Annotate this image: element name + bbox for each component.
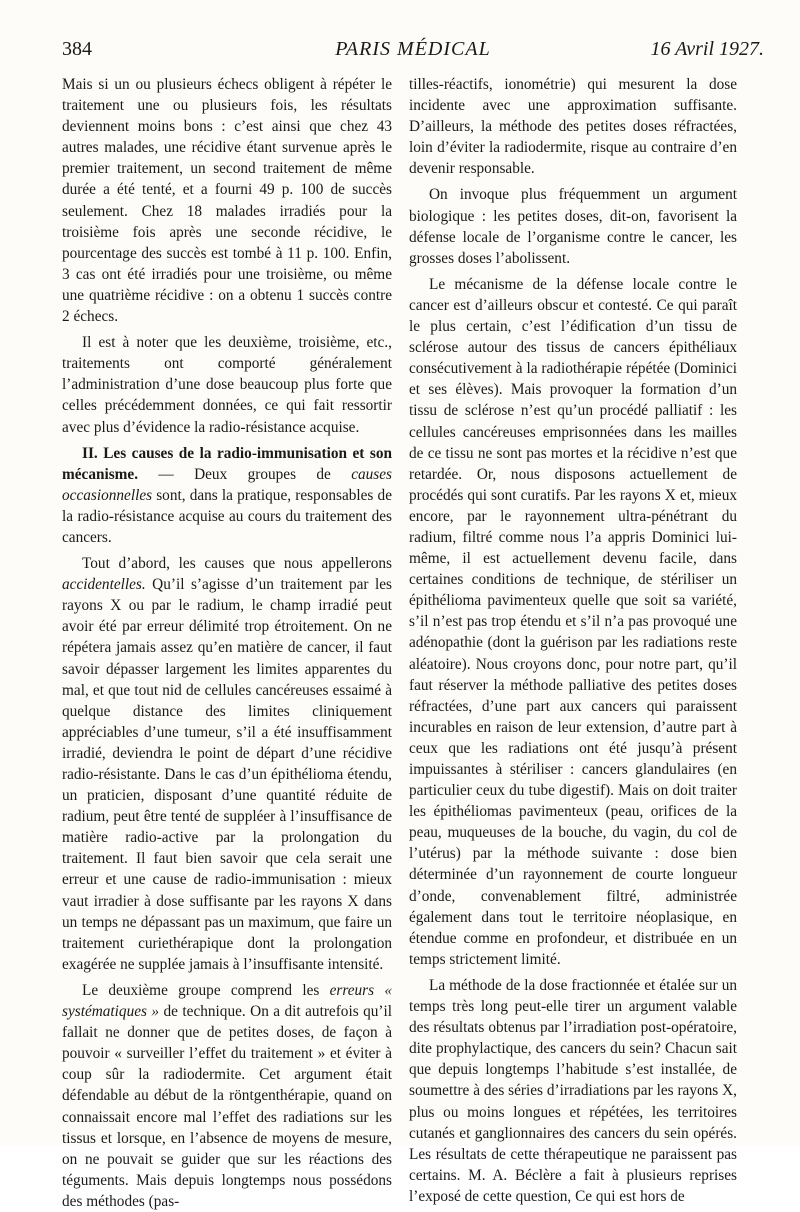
page-header [62, 38, 764, 64]
paragraph: On invoque plus fréquemment un argument biologique : les petites doses, dit-on, favorisent la défense locale de l’organisme contre le cancer, les grosses doses l’abolissent. [409, 186, 737, 267]
text-run: de technique. On a dit autrefois qu’il fallait ne donner que de petites doses, de façon à pouvoir « surveiller l’effet du traitement » et éviter à coup sûr la radiodermite. Cet argument était défendable au début de la röntgenthérapie, quand on connaissait encore mal l’effet des radiations sur les tissus et lorsque, en l’absence de moyens de mesure, on ne pouvait se guider que sur les réactions des téguments. Mais depuis longtemps nous possédons des méthodes (pas- [62, 1003, 392, 1210]
text-run: Qu’il s’agisse d’un traitement par les rayons X ou par le radium, le champ irradié peut avoir été par erreur délimité trop étroitement. On ne répétera jamais assez qu’en matière de cancer, il faut savoir dépasser largement les limites apparentes du mal, et que tout nid de cellules cancéreuses essaimé à quelque distance des limites cliniquement appréciables d’une tumeur, s’il a été insuffisamment irradié, deviendra le point de départ d’une récidive radio-résistante. Dans le cas d’un épithélioma étendu, un praticien, disposant d’une quantité réduite de radium, peut être tenté de suppléer à l’insuffisance de matière radio-active par la prolongation du traitement. Il faut bien savoir que cela serait une erreur et une cause de radio-immunisation : mieux vaut irradier à dose suffisante par les rayons X dans un temps ne dépassant pas un maximum, que faire un traitement curiethérapique dont la prolongation exagérée ne supplée jamais à l’insuffisante intensité. [62, 576, 392, 973]
text-run: — Deux groupes de [138, 465, 352, 483]
paragraph: tilles-réactifs, ionométrie) qui mesurent la dose incidente avec une approximation suffisante. D’ailleurs, la méthode des petites doses réfractées, loin d’éviter la radiodermite, risque au contraire d’en devenir responsable. [409, 76, 737, 178]
paragraph: Il est à noter que les deuxième, troisième, etc., traitements ont comporté généralement l’administration d’une dose beaucoup plus forte que celles précédemment données, ce qui fait ressortir avec plus d’évidence la radio-résistance acquise. [62, 334, 392, 436]
emphasis-text: accidentelles. [62, 576, 146, 594]
right-column [409, 74, 737, 1207]
section-heading: II. Les causes de la radio-immunisation et son mécanisme. [62, 444, 392, 483]
journal-title: PARIS MÉDICAL [335, 38, 491, 60]
text-run: Tout d’abord, les causes que nous appellerons [82, 555, 392, 573]
paragraph [62, 553, 392, 975]
paragraph: La méthode de la dose fractionnée et étalée sur un temps très long peut-elle tirer un argument valable des résultats obtenus par l’irradiation post-opératoire, dite prophylactique, des cancers du sein? Chacun sait que depuis longtemps l’habitude s’est installée, de soumettre à des séries d’irradiations par les rayons X, plus ou moins longues et répétées, les territoires cutanés et ganglionnaires des cancers du sein opérés. Les résultats de cette thérapeutique ne paraissent pas certains. M. A. Béclère a fait à plusieurs reprises l’exposé de cette question, Ce qui est hors de [409, 976, 737, 1205]
page-number: 384 [62, 38, 92, 60]
text-run: sont, dans la pratique, responsables de la radio-résistance acquise au cours du traitement des cancers. [62, 486, 392, 546]
emphasis-text: causes occasionnelles [62, 465, 392, 504]
emphasis-text: erreurs « systématiques » [62, 981, 392, 1021]
paragraph [62, 980, 392, 1212]
issue-date: 16 Avril 1927. [650, 38, 764, 60]
text-run: Le deuxième groupe comprend les [82, 981, 330, 999]
left-column [62, 74, 392, 1212]
paragraph [62, 443, 392, 548]
paragraph: Mais si un ou plusieurs échecs obligent à répéter le traitement une ou plusieurs fois, les résultats deviennent moins bons : c’est ainsi que chez 43 autres malades, une récidive étant survenue après le premier traitement, un second traitement de même durée a été tenté, et a fourni 49 p. 100 de succès seulement. Chez 18 malades irradiés pour la troisième fois après une seconde récidive, le pourcentage des succès est tombé à 11 p. 100. Enfin, 3 cas ont été irradiés pour une troisième, ou même une quatrième récidive : on a obtenu 1 succès contre 2 échecs. [62, 76, 392, 326]
paragraph: Le mécanisme de la défense locale contre le cancer est d’ailleurs obscur et contesté. Ce qui paraît le plus certain, c’est l’édification d’un tissu de sclérose autour des tissus de cancers épithéliaux consécutivement à la radiothérapie répétée (Dominici et ses élèves). Mais provoquer la formation d’un tissu de sclérose n’est qu’un procédé palliatif : les cellules cancéreuses emprisonnées dans les mailles de ce tissu ne sont pas mortes et la récidive n’est que retardée. Or, nous disposons actuellement de procédés qui sont curatifs. Par les rayons X et, mieux encore, par le rayonnement ultra-pénétrant du radium, filtré comme nous l’a appris Dominici lui-même, il est actuellement devenu facile, dans certaines conditions de technique, de stériliser un épithélioma pavimenteux quelle que soit sa variété, s’il n’est pas trop étendu et s’il n’a pas provoqué une adénopathie (dont la guérison par les radiations reste aléatoire). Nous croyons donc, pour notre part, qu’il faut réserver la méthode palliative des petites doses réfractées, d’une part aux cancers qui paraissent incurables en raison de leur extension, d’autre part à ceux que les radiations ont été jusqu’à présent impuissantes à stériliser : cancers glandulaires (en particulier ceux du tube digestif). Mais on doit traiter les épithéliomas pavimenteux (peau, orifices de la peau, muqueuses de la bouche, du vagin, du col de l’utérus) par la méthode suivante : dose bien déterminée d’un rayonnement de courte longueur d’onde, convenablement filtré, administrée également dans tout le territoire néoplasique, en étendue comme en profondeur, et distribuée en un temps strictement limité. [409, 275, 737, 968]
